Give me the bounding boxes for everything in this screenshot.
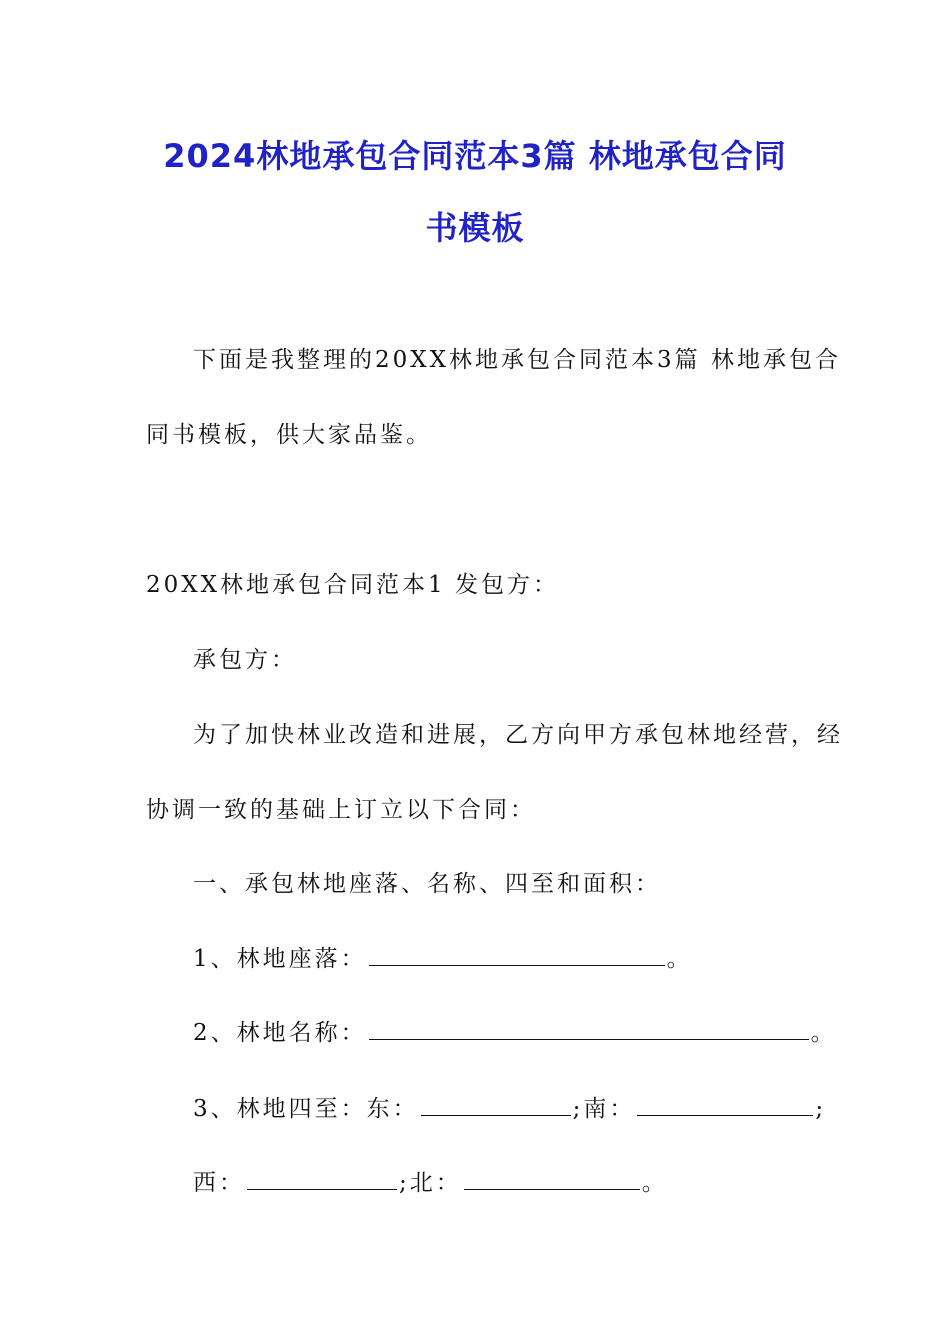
item-1-end: 。 — [666, 946, 693, 972]
item-3b-north-blank — [464, 1167, 640, 1190]
intro-line-2: 同书模板，供大家品鉴。 — [146, 422, 432, 448]
purpose-line-1: 为了加快林业改造和进展，乙方向甲方承包林地经营，经 — [193, 722, 843, 748]
document-title-line-2: 书模板 — [425, 209, 525, 247]
item-2-blank — [369, 1017, 809, 1040]
party-b-label: 承包方： — [193, 647, 297, 673]
clause-1-heading: 一、承包林地座落、名称、四至和面积： — [193, 871, 661, 897]
item-3-end: ; — [815, 1096, 827, 1122]
item-2-row — [193, 1017, 837, 1048]
item-3b-west-label: 西： — [193, 1170, 245, 1196]
item-2-label: 2、林地名称： — [193, 1020, 367, 1046]
item-2-end: 。 — [810, 1020, 837, 1046]
item-1-label: 1、林地座落： — [193, 946, 367, 972]
item-3-south-blank — [637, 1093, 813, 1116]
item-3-east-blank — [421, 1093, 571, 1116]
document-title-line-1: 2024林地承包合同范本3篇 林地承包合同 — [163, 137, 787, 175]
section-heading: 20XX林地承包合同范本1 — [146, 572, 446, 598]
item-3-south-label: ;南： — [572, 1096, 636, 1122]
item-3-label: 3、林地四至：东： — [193, 1096, 419, 1122]
item-3b-north-label: ;北： — [399, 1170, 462, 1196]
item-3b-west-blank — [247, 1167, 397, 1190]
item-1-row — [193, 943, 693, 974]
intro-line-1: 下面是我整理的20XX林地承包合同范本3篇 林地承包合 — [193, 347, 841, 373]
purpose-line-2: 协调一致的基础上订立以下合同： — [146, 797, 536, 823]
party-a-label: 发包方： — [455, 572, 559, 598]
item-3-row — [193, 1093, 826, 1124]
item-3b-end: 。 — [641, 1170, 668, 1196]
item-1-blank — [369, 943, 665, 966]
item-3b-row — [193, 1167, 668, 1198]
